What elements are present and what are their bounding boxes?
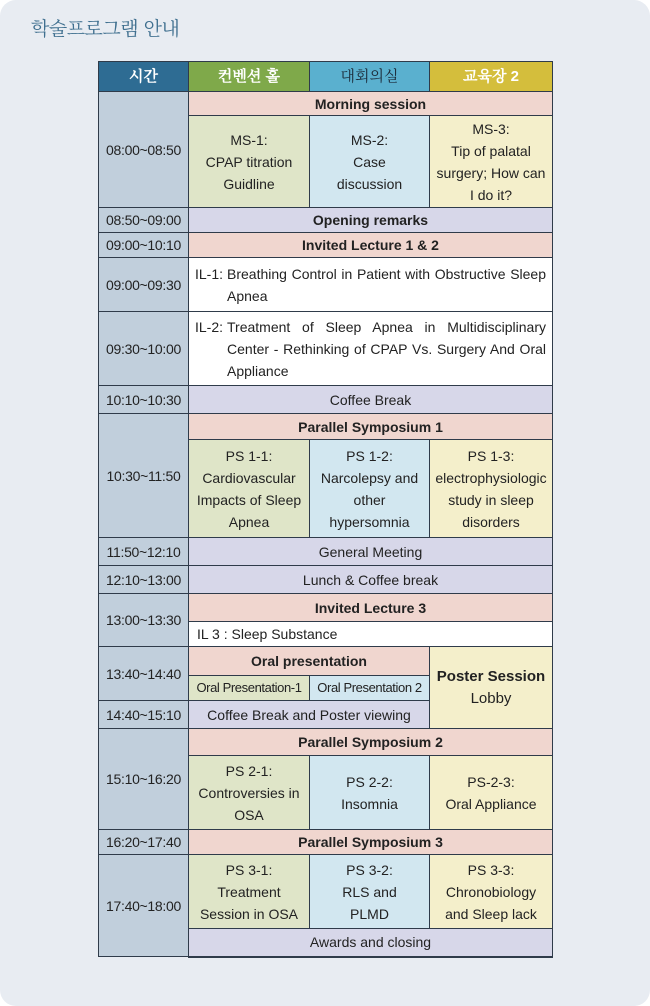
- header-convention-hall: 컨벤션 홀: [189, 62, 310, 92]
- schedule-table: [98, 61, 553, 958]
- general-meeting: General Meeting: [189, 538, 553, 566]
- time-cell: 14:40~15:10: [99, 701, 189, 729]
- oral-presentation-2: Oral Presentation 2: [310, 676, 430, 701]
- ps11-cell: PS 1-1: Cardiovascular Impacts of Sleep Apnea: [189, 440, 310, 538]
- time-cell: 08:00~08:50: [99, 92, 189, 208]
- il2-cell: IL-2: Treatment of Sleep Apnea in Multidisciplinary Center - Rethinking of CPAP Vs. Surgery And Oral Appliance: [189, 312, 553, 386]
- session-morning: Morning session: [189, 92, 553, 116]
- header-education-room: 교육장 2: [430, 62, 553, 92]
- header-row: [99, 62, 553, 92]
- invited-lecture-3: Invited Lecture 3: [189, 594, 553, 622]
- ms1-cell: MS-1: CPAP titration Guidline: [189, 116, 310, 208]
- time-cell: 13:00~13:30: [99, 594, 189, 647]
- il1-cell: IL-1: Breathing Control in Patient with Obstructive Sleep Apnea: [189, 258, 553, 312]
- ps12-cell: PS 1-2: Narcolepsy and other hypersomnia: [310, 440, 430, 538]
- ps22-cell: PS 2-2: Insomnia: [310, 756, 430, 830]
- parallel-symposium-2: Parallel Symposium 2: [189, 729, 553, 756]
- ps32-cell: PS 3-2: RLS and PLMD: [310, 855, 430, 929]
- ps23-cell: PS-2-3: Oral Appliance: [430, 756, 553, 830]
- invited-lecture-1-2: Invited Lecture 1 & 2: [189, 233, 553, 258]
- time-cell: 13:40~14:40: [99, 647, 189, 701]
- time-cell: 15:10~16:20: [99, 729, 189, 830]
- header-time: 시간: [99, 62, 189, 92]
- ps33-cell: PS 3-3: Chronobiology and Sleep lack: [430, 855, 553, 929]
- parallel-symposium-1: Parallel Symposium 1: [189, 414, 553, 440]
- coffee-break: Coffee Break: [189, 386, 553, 414]
- poster-session-cell: Poster Session Lobby: [430, 647, 553, 729]
- oral-presentation: Oral presentation: [189, 647, 430, 676]
- time-cell: 12:10~13:00: [99, 566, 189, 594]
- time-cell: 11:50~12:10: [99, 538, 189, 566]
- time-cell: 17:40~18:00: [99, 855, 189, 957]
- il3-cell: IL 3 : Sleep Substance: [189, 622, 553, 647]
- time-cell: 09:00~09:30: [99, 258, 189, 312]
- ps13-cell: PS 1-3: electrophysiologic study in sleep disorders: [430, 440, 553, 538]
- ps21-cell: PS 2-1: Controversies in OSA: [189, 756, 310, 830]
- time-cell: 10:30~11:50: [99, 414, 189, 538]
- ms2-cell: MS-2: Case discussion: [310, 116, 430, 208]
- awards-closing: Awards and closing: [189, 929, 553, 957]
- ms3-cell: MS-3: Tip of palatal surgery; How can I do it?: [430, 116, 553, 208]
- opening-remarks: Opening remarks: [189, 208, 553, 233]
- ps31-cell: PS 3-1: Treatment Session in OSA: [189, 855, 310, 929]
- header-main-conference-room: 대회의실: [310, 62, 430, 92]
- time-cell: 08:50~09:00: [99, 208, 189, 233]
- time-cell: 10:10~10:30: [99, 386, 189, 414]
- page-title: 학술프로그램 안내: [31, 18, 180, 40]
- coffee-break-poster-viewing: Coffee Break and Poster viewing: [189, 701, 430, 729]
- time-cell: 09:30~10:00: [99, 312, 189, 386]
- lunch-coffee-break: Lunch & Coffee break: [189, 566, 553, 594]
- parallel-symposium-3: Parallel Symposium 3: [189, 830, 553, 855]
- time-cell: 16:20~17:40: [99, 830, 189, 855]
- time-cell: 09:00~10:10: [99, 233, 189, 258]
- oral-presentation-1: Oral Presentation-1: [189, 676, 310, 701]
